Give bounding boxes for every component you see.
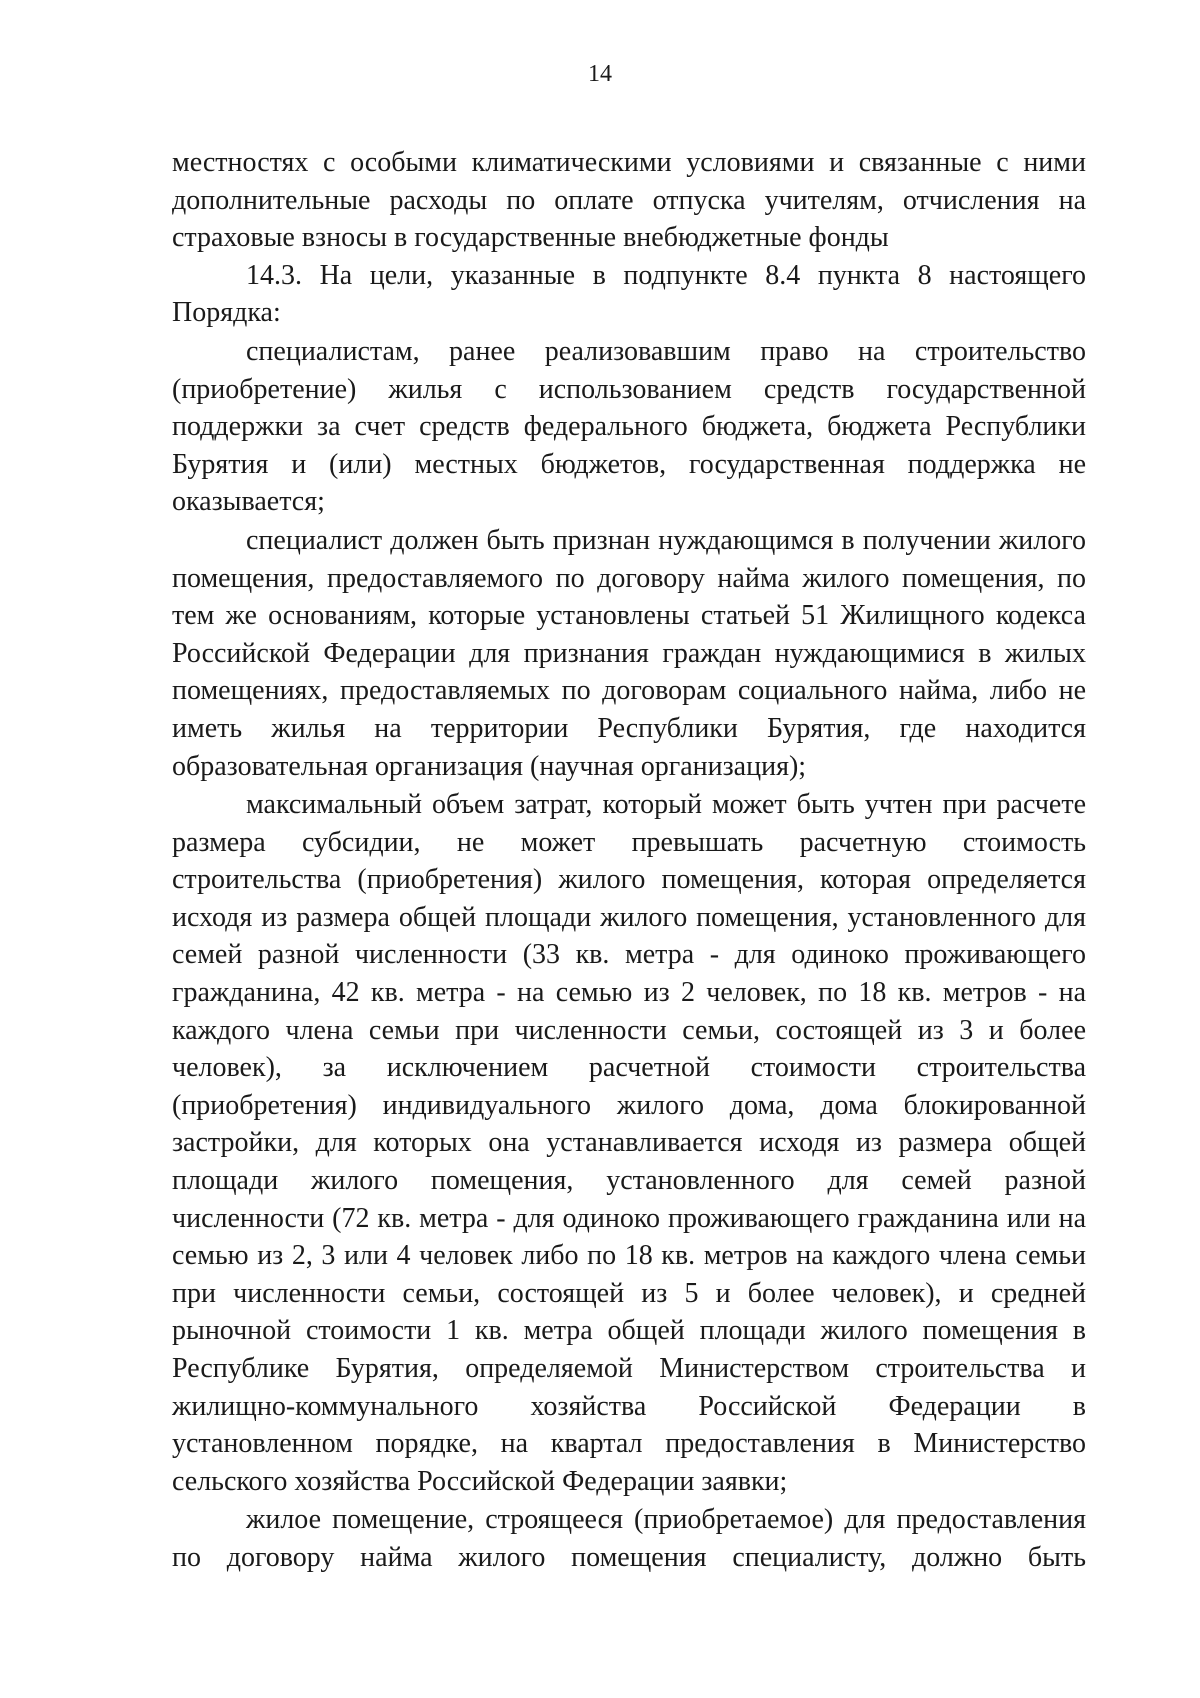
paragraph-housing-need: специалист должен быть признан нуждающимся в получении жилого помещения, предоставляемого по договору найма жилого помещения, по тем же основаниям, которые установлены статьей 51 Жилищного кодекса Российской Федерации для признания граждан нуждающимися в жилых помещениях, предоставляемых по договорам социального найма, либо не иметь жилья на территории Республики Бурятия, где находится образовательная организация (научная организация); <box>172 524 1086 782</box>
paragraph-prior-support: специалистам, ранее реализовавшим право на строительство (приобретение) жилья с использованием средств государственной поддержки за счет средств федерального бюджета, бюджета Республики Бурятия и (или) местных бюджетов, государственная поддержка не оказывается; <box>172 335 1086 518</box>
paragraph-max-cost: максимальный объем затрат, который может быть учтен при расчете размера субсидии, не может превышать расчетную стоимость строительства (приобретения) жилого помещения, которая определяется исходя из размера общей площади жилого помещения, установленного для семей разной численности (33 кв. метра - для одиноко проживающего гражданина, 42 кв. метра - на семью из 2 человек, по 18 кв. метров - на каждого члена семьи при численности семьи, состоящей из 3 и более человек), за исключением расчетной стоимости строительства (приобретения) индивидуального жилого дома, дома блокированной застройки, для которых она устанавливается исходя из размера общей площади жилого помещения, установленного для семей разной численности (72 кв. метра - для одиноко проживающего гражданина или на семью из 2, 3 или 4 человек либо по 18 кв. метров на каждого члена семьи при численности семьи, состоящей из 5 и более человек), и средней рыночной стоимости 1 кв. метра общей площади жилого помещения в Республике Бурятия, определяемой Министерством строительства и жилищно-коммунального хозяйства Российской Федерации в установленном порядке, на квартал предоставления в Министерство сельского хозяйства Российской Федерации заявки; <box>172 789 1086 1497</box>
paragraph-clause-14-3: 14.3. На цели, указанные в подпункте 8.4 пункта 8 настоящего Порядка: <box>172 259 1086 329</box>
document-body <box>172 144 1086 1577</box>
paragraph-housing-requirement: жилое помещение, строящееся (приобретаемое) для предоставления по договору найма жилого помещения специалисту, должно быть <box>172 1504 1086 1573</box>
paragraph-continuation: местностях с особыми климатическими условиями и связанные с ними дополнительные расходы по оплате отпуска учителям, отчисления на страховые взносы в государственные внебюджетные фонды <box>172 147 1086 254</box>
page-number: 14 <box>588 61 612 87</box>
